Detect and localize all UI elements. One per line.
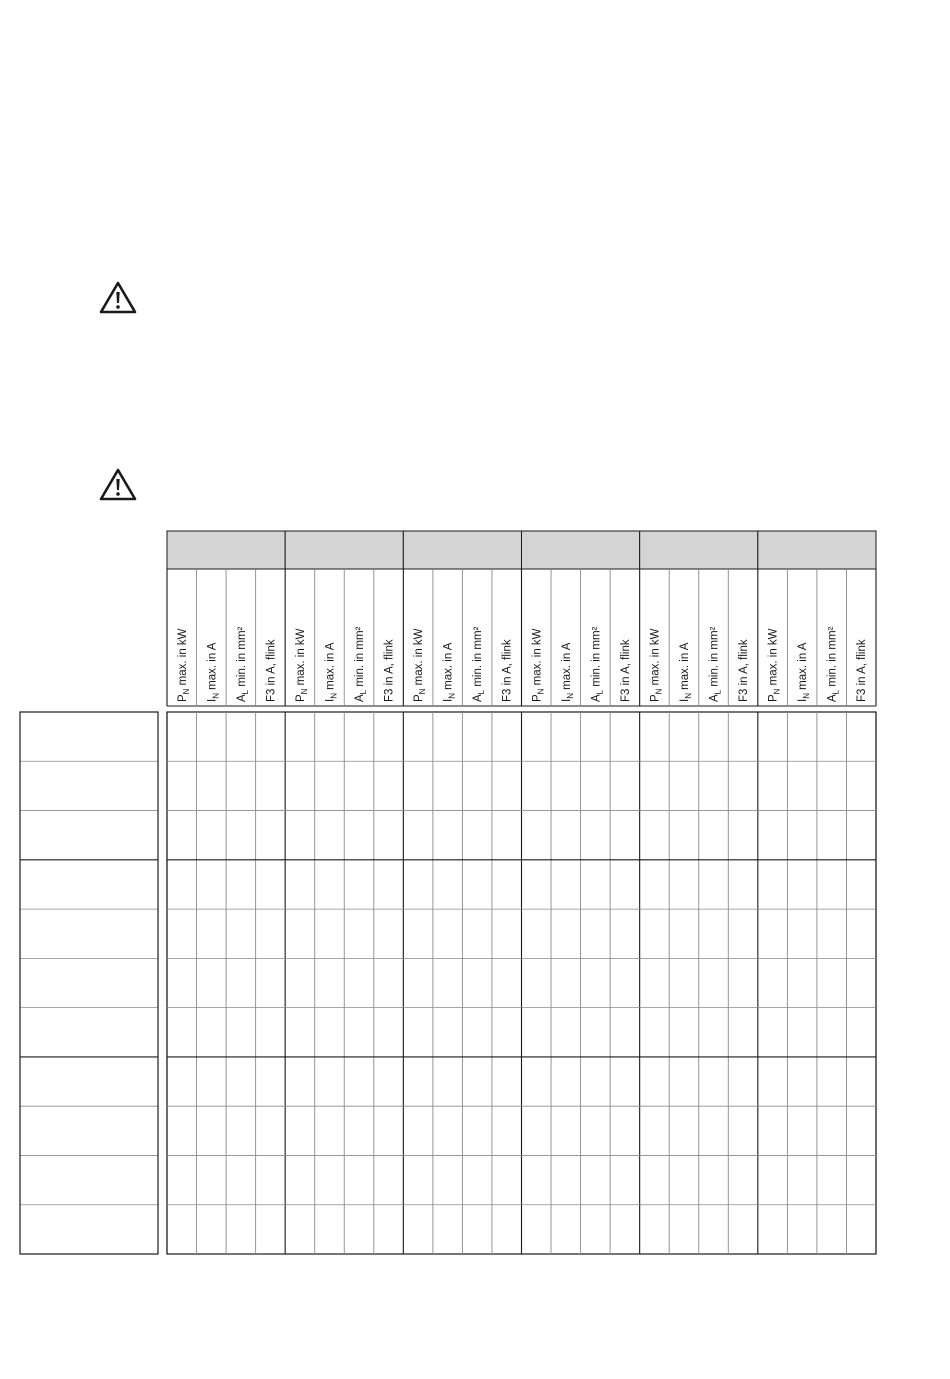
column-label: F3 in A, flink xyxy=(501,639,514,702)
column-label: $A_L$ min. in mm² xyxy=(472,626,487,702)
group-header-cell xyxy=(758,531,876,569)
column-label: $A_L$ min. in mm² xyxy=(354,626,369,702)
column-label: $I_N$ max. in A xyxy=(797,642,812,702)
column-label: $P_N$ max. in kW xyxy=(767,628,782,702)
column-label: $I_N$ max. in A xyxy=(678,642,693,702)
group-header-cell xyxy=(403,531,521,569)
group-header-cell xyxy=(640,531,758,569)
column-label: F3 in A, flink xyxy=(383,639,396,702)
column-label: F3 in A, flink xyxy=(619,639,632,702)
column-label: $P_N$ max. in kW xyxy=(176,628,191,702)
column-label: $I_N$ max. in A xyxy=(324,642,339,702)
group-header-cell xyxy=(167,531,285,569)
row-label-column xyxy=(20,712,158,1254)
column-label: $A_L$ min. in mm² xyxy=(708,626,723,702)
column-label: $A_L$ min. in mm² xyxy=(590,626,605,702)
column-label: $I_N$ max. in A xyxy=(442,642,457,702)
column-label: $A_L$ min. in mm² xyxy=(235,626,250,702)
column-label: $I_N$ max. in A xyxy=(560,642,575,702)
column-label: F3 in A, flink xyxy=(738,639,751,702)
column-label: F3 in A, flink xyxy=(265,639,278,702)
column-label: $P_N$ max. in kW xyxy=(531,628,546,702)
column-label: $I_N$ max. in A xyxy=(206,642,221,702)
group-header-cell xyxy=(285,531,403,569)
column-label: F3 in A, flink xyxy=(856,639,869,702)
column-label: $P_N$ max. in kW xyxy=(649,628,664,702)
column-label: $A_L$ min. in mm² xyxy=(826,626,841,702)
group-header-cell xyxy=(522,531,640,569)
column-label: $P_N$ max. in kW xyxy=(294,628,309,702)
column-label: $P_N$ max. in kW xyxy=(413,628,428,702)
